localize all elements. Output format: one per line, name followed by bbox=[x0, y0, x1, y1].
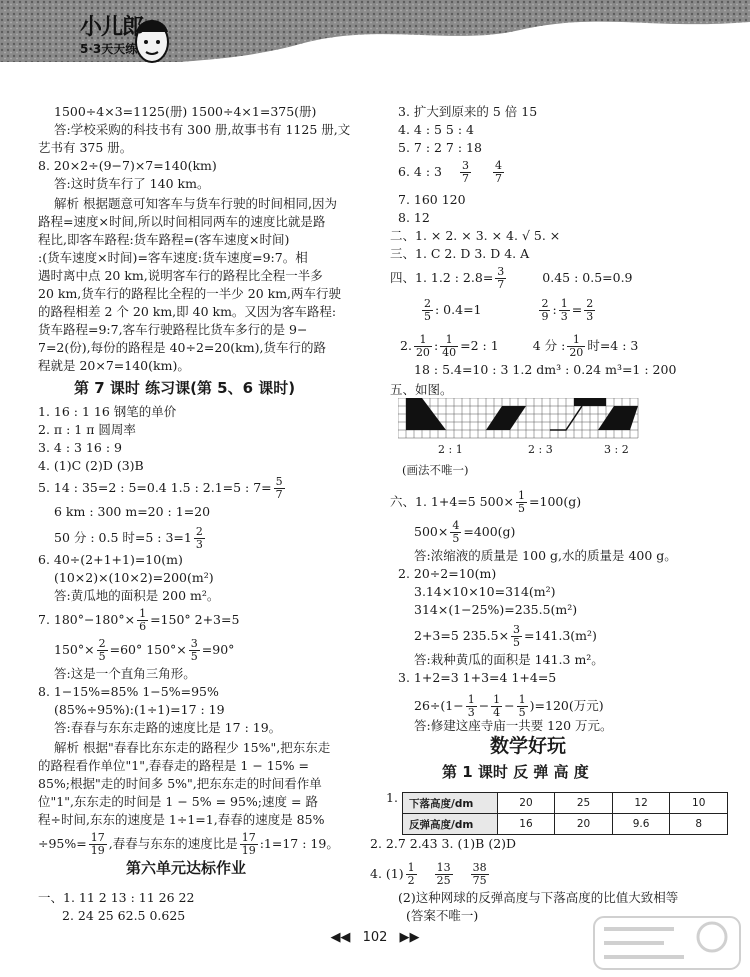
answer-line: 2. 2.7 2.43 3. (1)B (2)D bbox=[370, 836, 517, 851]
answer-line: 答:这是一个直角三角形。 bbox=[54, 666, 196, 681]
answer-line: 6 km : 300 m=20 : 1=20 bbox=[54, 504, 211, 519]
answer-line bbox=[54, 526, 207, 551]
fraction: $\frac{2}{3}$ bbox=[586, 297, 594, 323]
logo bbox=[52, 8, 172, 70]
grid-note: (画法不唯一) bbox=[402, 463, 469, 477]
answer-line bbox=[38, 476, 287, 501]
analysis-text: 的路程看作单位"1",春春走的路程是 1 − 15% = bbox=[38, 758, 310, 773]
analysis-text: 程÷时间,东东的速度是 1÷1=1,春春的速度是 85% bbox=[38, 812, 325, 827]
grid-figure bbox=[398, 398, 648, 458]
answer-line: 500× $\frac{4}{5}$ =400(g) bbox=[414, 519, 516, 545]
fraction: $\frac{1}{6}$ bbox=[139, 607, 147, 633]
fraction: $\frac{13}{25}$ bbox=[436, 861, 451, 887]
answer-line: 2. $\frac{1}{20}$ : $\frac{1}{40}$ =2 : 1 4 分 : $\frac{1}{20}$ 时=4 : 3 bbox=[400, 333, 639, 359]
text-line: 8. 20×2÷(9−7)×7=140(km) bbox=[38, 158, 217, 173]
fraction: $\frac{1}{5}$ bbox=[518, 693, 526, 719]
lesson-title: 第 1 课时 反 弹 高 度 bbox=[442, 763, 589, 781]
q7-text: 7. 180°−180°× bbox=[38, 612, 136, 627]
table-cell: 25 bbox=[555, 793, 613, 814]
table-row-label: 下落高度/dm bbox=[403, 793, 498, 814]
fraction: $\frac{1}{4}$ bbox=[493, 693, 501, 719]
q5-text: 5. 14 : 35=2 : 5=0.4 1.5 : 2.1=5 : 7= bbox=[38, 480, 272, 495]
bounce-table bbox=[402, 792, 728, 835]
answer-line: 一、1. 11 2 13 : 11 26 22 bbox=[38, 890, 195, 905]
lesson-title: 第 7 课时 练习课(第 5、6 课时) bbox=[74, 379, 296, 397]
fraction: $\frac{1}{20}$ bbox=[569, 333, 584, 359]
answer-line: 8. 12 bbox=[398, 210, 430, 225]
text-line: 遇时离中点 20 km,说明客车行的路程比全程一半多 bbox=[38, 268, 323, 283]
answer-line: (10×2)×(10×2)=200(m²) bbox=[54, 570, 214, 585]
fraction: $\frac{3}{7}$ bbox=[461, 159, 469, 185]
grid-label: 2 : 3 bbox=[528, 443, 553, 456]
answer-line: 二、1. × 2. × 3. × 4. √ 5. × bbox=[390, 228, 561, 243]
answer-line: 四、1. 1.2 : 2.8= $\frac{3}{7}$ 0.45 : 0.5=0.9 bbox=[390, 265, 633, 291]
answer-line: 5. 7 : 2 7 : 18 bbox=[398, 140, 482, 155]
answer-line: 3. 1+2=3 1+3=4 1+4=5 bbox=[398, 670, 557, 685]
text-line: 答:学校采购的科技书有 300 册,故事书有 1125 册,文 bbox=[54, 122, 351, 137]
answer-line: 三、1. C 2. D 3. D 4. A bbox=[390, 246, 530, 261]
answer-line: 4. (1)C (2)D (3)B bbox=[38, 458, 144, 473]
answer-line: 2. π : 1 π 圆周率 bbox=[38, 422, 136, 437]
text-line: 路程=速度×时间,所以时间相同两车的速度比就是路 bbox=[38, 214, 326, 229]
table-cell: 8 bbox=[670, 814, 728, 835]
answer-line: 8. 1−15%=85% 1−5%=95% bbox=[38, 684, 219, 699]
fraction: $\frac{2}{9}$ bbox=[541, 297, 549, 323]
fraction: $\frac{3}{7}$ bbox=[497, 265, 505, 291]
answer-line: 150°× $\frac{2}{5}$ =60° 150°× $\frac{3}{5}$ =90° bbox=[54, 637, 235, 663]
fraction: $\frac{2}{5}$ bbox=[424, 297, 431, 323]
answer-line: 1. 16 : 1 16 钢笔的单价 bbox=[38, 404, 177, 419]
analysis-text: 85%;根据"走的时间多 5%",把东东走的时间看作单 bbox=[38, 776, 322, 791]
fraction: $\frac{38}{75}$ bbox=[472, 861, 487, 887]
grid-label: 2 : 1 bbox=[438, 443, 463, 456]
fraction: $\frac{5}{7}$ bbox=[275, 475, 283, 501]
fraction: $\frac{1}{20}$ bbox=[415, 333, 430, 359]
fraction: $\frac{2}{3}$ bbox=[195, 525, 203, 551]
answer-line: 2. 24 25 62.5 0.625 bbox=[62, 908, 186, 923]
fraction: $\frac{17}{19}$ bbox=[90, 831, 105, 857]
answer-line: 答:修建这座寺庙一共要 120 万元。 bbox=[414, 718, 613, 733]
table-cell: 20 bbox=[555, 814, 613, 835]
watermark-logo bbox=[592, 913, 742, 973]
grid-drawing bbox=[398, 398, 648, 446]
answer-line: 1. bbox=[386, 790, 398, 805]
q5c-text: 50 分 : 0.5 时=5 : 3=1 bbox=[54, 530, 192, 545]
header-band bbox=[0, 0, 750, 78]
fraction: $\frac{3}{5}$ bbox=[513, 623, 521, 649]
answer-line: $\frac{2}{5}$ : 0.4=1 $\frac{2}{9}$ : $\frac{1}{3}$ = $\frac{2}{3}$ bbox=[424, 297, 594, 323]
answer-line: 7. 160 120 bbox=[398, 192, 466, 207]
logo-subtitle: 5·3天天练 bbox=[80, 42, 138, 56]
answer-line: 五、如图。 bbox=[390, 382, 453, 397]
answer-line: 6. 4 : 3 $\frac{3}{7}$ $\frac{4}{7}$ bbox=[398, 159, 502, 185]
table-cell: 20 bbox=[497, 793, 555, 814]
answer-line: 18 : 5.4=10 : 3 1.2 dm³ : 0.24 m³=1 : 200 bbox=[414, 362, 677, 377]
table-cell: 9.6 bbox=[612, 814, 670, 835]
table-row bbox=[403, 793, 728, 814]
text-line: 20 km,货车行的路程比全程的一半少 20 km,两车行驶 bbox=[38, 286, 342, 301]
answer-line: (2)这种网球的反弹高度与下落高度的比值大致相等 bbox=[398, 890, 679, 905]
answer-line: 答:栽种黄瓜的面积是 141.3 m²。 bbox=[414, 652, 604, 667]
answer-line: 答:春春与东东走路的速度比是 17 : 19。 bbox=[54, 720, 282, 735]
next-page-icon[interactable]: ▶▶ bbox=[399, 930, 420, 945]
fraction: $\frac{4}{5}$ bbox=[452, 519, 460, 545]
answer-line: 314×(1−25%)=235.5(m²) bbox=[414, 602, 578, 617]
text-line: :(货车速度×时间)=客车速度:货车速度=9:7。相 bbox=[38, 250, 308, 265]
text-line: 程就是 20×7=140(km)。 bbox=[38, 358, 190, 373]
fraction: $\frac{1}{40}$ bbox=[442, 333, 457, 359]
analysis-text: 位"1",东东走的时间是 1 − 5% = 95%;速度 = 路 bbox=[38, 794, 318, 809]
analysis-text: 解析 根据题意可知客车与货车行驶的时间相同,因为 bbox=[54, 196, 337, 211]
analysis-text: ÷95%= $\frac{17}{19}$ ,春春与东东的速度比是 $\frac{17}{19}$ :1=17 : 19。 bbox=[38, 831, 339, 857]
fraction: $\frac{1}{5}$ bbox=[518, 489, 526, 515]
fraction: $\frac{3}{5}$ bbox=[190, 637, 198, 663]
answer-line: (85%÷95%):(1÷1)=17 : 19 bbox=[54, 702, 225, 717]
logo-title: 小儿郎 bbox=[80, 15, 144, 40]
table-row-label: 反弹高度/dm bbox=[403, 814, 498, 835]
text-line: 程比,即客车路程:货车路程=(客车速度×时间) bbox=[38, 232, 290, 247]
text-line: 的路程相差 2 个 20 km,即 40 km。又因为客车路程: bbox=[38, 304, 337, 319]
fraction: $\frac{2}{5}$ bbox=[98, 637, 106, 663]
fraction: $\frac{17}{19}$ bbox=[241, 831, 256, 857]
answer-line: 4. 4 : 5 5 : 4 bbox=[398, 122, 475, 137]
table-cell: 10 bbox=[670, 793, 728, 814]
fraction: $\frac{1}{3}$ bbox=[560, 297, 568, 323]
page-number: 102 bbox=[362, 930, 388, 945]
answer-line: 26÷(1− $\frac{1}{3}$ − $\frac{1}{4}$ − $\frac{1}{5}$ )=120(万元) bbox=[414, 693, 604, 719]
grid-label: 3 : 2 bbox=[604, 443, 629, 456]
text-line: 7=2(份),每份的路程是 40÷2=20(km),货车行的路 bbox=[38, 340, 326, 355]
answer-line: 7. 180°−180°× $\frac{1}{6}$ =150° 2+3=5 bbox=[38, 607, 240, 633]
fraction: $\frac{1}{3}$ bbox=[467, 693, 475, 719]
answer-line: 2. 20÷2=10(m) bbox=[398, 566, 497, 581]
answer-line: 3. 4 : 3 16 : 9 bbox=[38, 440, 122, 455]
table-row bbox=[403, 814, 728, 835]
answer-line: 3. 扩大到原来的 5 倍 15 bbox=[398, 104, 538, 119]
answer-line: 答:黄瓜地的面积是 200 m²。 bbox=[54, 588, 220, 603]
text-line: 货车路程=9:7,客车行驶路程比货车多行的是 9− bbox=[38, 322, 308, 337]
answer-line: 2+3=5 235.5× $\frac{3}{5}$ =141.3(m²) bbox=[414, 623, 597, 649]
table-cell: 12 bbox=[612, 793, 670, 814]
text-line: 答:这时货车行了 140 km。 bbox=[54, 176, 210, 191]
text-line: 艺书有 375 册。 bbox=[38, 140, 133, 155]
fraction: $\frac{4}{7}$ bbox=[494, 159, 502, 185]
text-line: 1500÷4×3=1125(册) 1500÷4×1=375(册) bbox=[54, 104, 317, 119]
fraction: $\frac{1}{2}$ bbox=[407, 861, 415, 887]
analysis-text: 解析 根据"春春比东东走的路程少 15%",把东东走 bbox=[54, 740, 331, 755]
answer-line: 6. 40÷(2+1+1)=10(m) bbox=[38, 552, 183, 567]
table-cell: 16 bbox=[497, 814, 555, 835]
answer-line: (答案不唯一) bbox=[406, 908, 479, 923]
answer-line: 3.14×10×10=314(m²) bbox=[414, 584, 556, 599]
prev-page-icon[interactable]: ◀◀ bbox=[330, 930, 351, 945]
answer-line: 答:浓缩液的质量是 100 g,水的质量是 400 g。 bbox=[414, 548, 677, 563]
answer-line: 六、1. 1+4=5 500× $\frac{1}{5}$ =100(g) bbox=[390, 489, 582, 515]
answer-line: 4. (1) $\frac{1}{2}$ $\frac{13}{25}$ $\frac{38}{75}$ bbox=[370, 861, 487, 887]
section-title: 数学好玩 bbox=[490, 735, 567, 757]
unit-title: 第六单元达标作业 bbox=[126, 859, 247, 877]
